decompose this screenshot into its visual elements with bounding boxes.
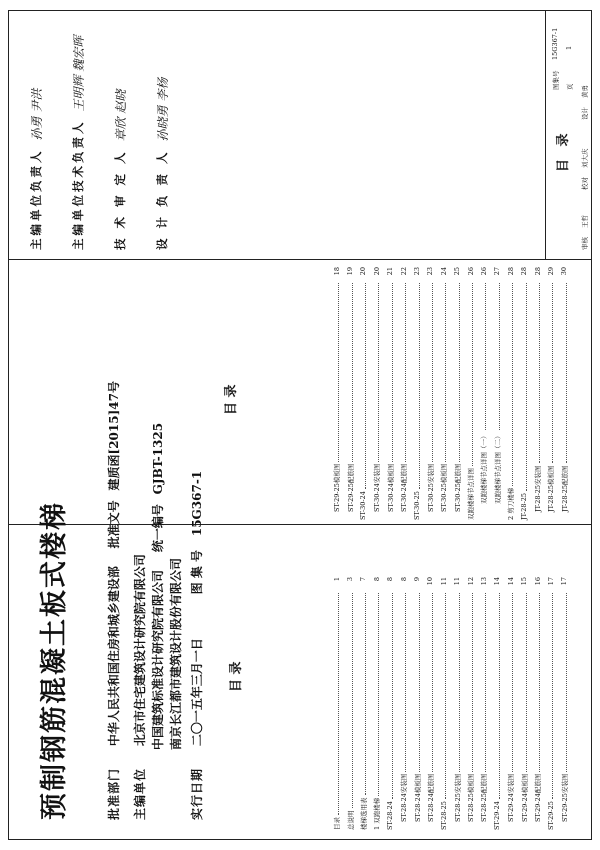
toc-entry-text: ST-30-24安装图	[373, 463, 382, 512]
signature-role: 技 术 审 定 人	[113, 149, 127, 250]
toc-row[interactable]	[504, 577, 517, 830]
toc-row[interactable]	[437, 577, 450, 830]
toc-entry-page: 10	[426, 577, 435, 586]
signature-row	[148, 20, 176, 250]
toc-entry-page: 7	[359, 577, 368, 582]
toc-leader	[428, 283, 433, 462]
toc-entry-page: 12	[466, 577, 475, 586]
approval-dept-label: 批准部门	[107, 767, 121, 820]
toc-entry-page: 26	[466, 267, 475, 276]
toc-entry-page: 27	[493, 267, 502, 276]
toc-entry-page: 29	[546, 267, 555, 276]
toc-leader	[334, 593, 339, 815]
toc-leader	[415, 593, 420, 772]
toc-row[interactable]	[370, 577, 383, 830]
toc-entry-text: ST-30-25模板图	[440, 463, 449, 512]
toc-entry-text: 双跑楼梯节点详图（一）	[480, 432, 489, 504]
toc-entry-page: 28	[533, 267, 542, 276]
toc-row[interactable]	[517, 577, 530, 830]
toc-entry-page: 20	[359, 267, 368, 276]
toc-leader	[495, 283, 500, 431]
atlas-no: 15G367-1	[190, 470, 204, 537]
toc-leader	[535, 593, 540, 772]
signature-role: 主编单位负责人	[29, 148, 43, 250]
toc-row[interactable]	[531, 577, 544, 830]
toc-entry-page: 15	[520, 577, 529, 586]
toc-entry-page: 17	[546, 577, 555, 586]
approval-doc: 建质函[2015]47号	[107, 381, 121, 491]
title-block-title: 目 录	[556, 129, 571, 172]
approval-dept: 中华人民共和国住房和城乡建设部	[107, 566, 121, 747]
toc-entry-page: 24	[439, 267, 448, 276]
toc-entry-page: 3	[346, 577, 355, 582]
toc-entry-text: 1 双跑楼梯	[373, 797, 382, 830]
toc-row[interactable]	[424, 267, 437, 520]
toc-row[interactable]	[464, 267, 477, 520]
toc-leader	[415, 283, 420, 489]
toc-row[interactable]	[357, 267, 370, 520]
toc-entry-text: ST-28-25模板图	[467, 773, 476, 822]
toc-row[interactable]	[343, 577, 356, 830]
unified-no: GJBT-1325	[151, 422, 165, 495]
toc-leader	[428, 593, 433, 772]
signature-row	[106, 20, 134, 250]
title-block-design-name: 黄勇	[581, 85, 589, 98]
toc-row[interactable]	[410, 577, 423, 830]
toc-row[interactable]	[451, 577, 464, 830]
toc-row[interactable]	[477, 267, 490, 520]
toc-row[interactable]	[544, 267, 557, 520]
toc-entry-page: 19	[346, 267, 355, 276]
toc-entry-text: JT-28-25	[520, 492, 529, 520]
toc-entry-text: ST-30-25	[413, 491, 422, 520]
editor-unit-2: 中国建筑标准设计研究院有限公司	[151, 569, 165, 750]
divider-left	[8, 524, 592, 525]
toc-entry-text: ST-30-25安装图	[426, 463, 435, 512]
toc-entry-page: 30	[560, 267, 569, 276]
toc-leader	[508, 283, 513, 486]
toc-heading-2: 目 录	[224, 384, 239, 415]
editor-row	[131, 554, 148, 820]
toc-entry-page: 9	[413, 577, 422, 582]
signature-row	[64, 20, 92, 250]
toc-leader	[334, 283, 339, 462]
toc-row[interactable]	[477, 577, 490, 830]
toc-row[interactable]	[330, 267, 343, 520]
toc-entry-page: 23	[413, 267, 422, 276]
toc-entry-text: ST-29-25模板图	[333, 463, 342, 512]
title-block-atlas-no: 15G367-1	[551, 27, 559, 60]
toc-entry-page: 18	[332, 267, 341, 276]
toc-leader	[401, 283, 406, 462]
editor-row-2	[149, 423, 166, 750]
toc-row[interactable]	[424, 577, 437, 830]
unified-no-label: 统一编号	[151, 504, 165, 553]
toc-entry-page: 28	[520, 267, 529, 276]
signature-row	[22, 20, 50, 250]
toc-column-1	[330, 577, 571, 830]
toc-entry-text: 楼梯选用表	[359, 797, 368, 830]
toc-leader	[481, 593, 486, 772]
toc-entry-text: ST-28-25配筋图	[480, 773, 489, 822]
signature-role: 主编单位技术负责人	[71, 119, 85, 250]
title-block-page-label: 页	[566, 83, 574, 90]
title-block-atlas-label: 图集号	[552, 70, 560, 90]
effective-label: 实行日期	[190, 767, 204, 820]
toc-entry-text: ST-28-24	[386, 801, 395, 830]
approval-dept-row	[105, 381, 122, 820]
toc-leader	[522, 283, 527, 491]
toc-entry-text: 双跑楼梯节点详图	[467, 468, 476, 520]
editor-unit-3: 南京长江都市建筑设计股份有限公司	[169, 557, 183, 750]
toc-entry-page: 11	[453, 577, 462, 586]
toc-row[interactable]	[370, 267, 383, 520]
atlas-no-label: 图 集 号	[190, 549, 204, 595]
title-block-top-line	[545, 10, 546, 260]
toc-row[interactable]	[504, 267, 517, 520]
toc-entry-text: JT-28-25安装图	[534, 465, 543, 512]
editor-row-3	[167, 558, 184, 750]
toc-leader	[548, 283, 553, 463]
divider-right	[8, 259, 592, 260]
toc-row[interactable]	[343, 267, 356, 520]
handwritten-signature: 孙晓勇 李杨	[155, 77, 170, 142]
toc-entry-text: ST-28-24安装图	[400, 773, 409, 822]
toc-leader	[374, 283, 379, 462]
toc-entry-text: ST-28-25	[439, 801, 448, 830]
title-block-design-label: 设计	[581, 107, 589, 120]
toc-row[interactable]	[491, 577, 504, 830]
toc-leader	[522, 593, 527, 772]
toc-leader	[508, 593, 513, 772]
toc-entry-text: JT-28-25配筋图	[560, 465, 569, 512]
toc-entry-page: 26	[479, 267, 488, 276]
toc-leader	[468, 283, 473, 466]
editor-label: 主编单位	[133, 767, 147, 820]
toc-row[interactable]	[330, 577, 343, 830]
toc-leader	[374, 593, 379, 796]
toc-leader	[348, 283, 353, 462]
toc-leader	[495, 593, 500, 799]
editor-unit-1: 北京市住宅建筑设计研究院有限公司	[133, 554, 147, 747]
toc-entry-page: 13	[479, 577, 488, 586]
toc-leader	[348, 593, 353, 809]
toc-entry-text: ST-30-24模板图	[386, 463, 395, 512]
toc-entry-text: 双跑楼梯节点详图（二）	[493, 432, 502, 504]
toc-entry-text: 总说明	[346, 810, 355, 830]
toc-leader	[562, 283, 567, 463]
toc-row[interactable]	[517, 267, 530, 520]
title-block-check-name: 刘大庆	[581, 148, 589, 168]
toc-entry-text: ST-29-25配筋图	[346, 463, 355, 512]
toc-entry-text: ST-29-25安装图	[560, 773, 569, 822]
toc-entry-text: 2 剪刀楼梯	[507, 487, 516, 520]
toc-entry-page: 17	[560, 577, 569, 586]
toc-leader	[401, 593, 406, 772]
toc-entry-text: JT-28-25模板图	[547, 465, 556, 512]
toc-entry-page: 8	[386, 577, 395, 582]
toc-row[interactable]	[397, 267, 410, 520]
toc-entry-page: 21	[386, 267, 395, 276]
toc-leader	[455, 283, 460, 462]
toc-entry-page: 28	[506, 267, 515, 276]
toc-leader	[481, 283, 486, 431]
effective-row	[188, 471, 205, 820]
toc-row[interactable]	[531, 267, 544, 520]
toc-leader	[455, 593, 460, 772]
toc-row[interactable]	[451, 267, 464, 520]
toc-leader	[562, 593, 567, 772]
title-block-review-name: 王哲	[581, 215, 589, 228]
toc-entry-text: ST-30-24	[359, 491, 368, 520]
toc-entry-text: ST-28-24模板图	[413, 773, 422, 822]
toc-leader	[548, 593, 553, 799]
toc-leader	[535, 283, 540, 463]
toc-row[interactable]	[384, 267, 397, 520]
toc-row[interactable]	[410, 267, 423, 520]
toc-row[interactable]	[464, 577, 477, 830]
toc-leader	[441, 283, 446, 462]
toc-entry-page: 14	[506, 577, 515, 586]
toc-entry-page: 22	[399, 267, 408, 276]
toc-leader	[361, 593, 366, 796]
toc-entry-text: ST-29-25	[546, 801, 555, 830]
toc-row[interactable]	[357, 577, 370, 830]
toc-leader	[388, 283, 393, 462]
toc-entry-text: ST-30-25配筋图	[453, 463, 462, 512]
toc-leader	[468, 593, 473, 772]
toc-row[interactable]	[397, 577, 410, 830]
title-block-page: 1	[565, 45, 573, 50]
toc-leader	[441, 593, 446, 799]
toc-entry-page: 14	[493, 577, 502, 586]
toc-entry-text: ST-28-24配筋图	[426, 773, 435, 822]
toc-row[interactable]	[558, 577, 571, 830]
toc-entry-text: ST-29-24模板图	[520, 773, 529, 822]
toc-entry-page: 23	[426, 267, 435, 276]
toc-entry-page: 25	[453, 267, 462, 276]
title-block-review-label: 审核	[581, 237, 589, 250]
toc-entry-page: 16	[533, 577, 542, 586]
toc-entry-text: ST-29-24	[493, 801, 502, 830]
toc-entry-page: 11	[439, 577, 448, 586]
toc-row[interactable]	[384, 577, 397, 830]
handwritten-signature: 王明辉 魏宏晖	[71, 35, 86, 112]
toc-leader	[388, 593, 393, 799]
toc-leader	[361, 283, 366, 489]
approval-doc-label: 批准文号	[107, 500, 121, 549]
signature-role: 设 计 负 责 人	[155, 149, 169, 250]
toc-row[interactable]	[544, 577, 557, 830]
toc-column-2	[330, 267, 571, 520]
handwritten-signature: 孙勇 尹洪	[29, 88, 44, 141]
toc-row[interactable]	[558, 267, 571, 520]
toc-entry-text: ST-30-24配筋图	[400, 463, 409, 512]
toc-entry-page: 20	[372, 267, 381, 276]
toc-entry-text: ST-29-24配筋图	[534, 773, 543, 822]
toc-entry-text: ST-28-25安装图	[453, 773, 462, 822]
toc-entry-text: ST-29-24安装图	[507, 773, 516, 822]
toc-entry-page: 1	[332, 577, 341, 582]
toc-entry-page: 8	[372, 577, 381, 582]
effective-date: 二〇一五年三月一日	[190, 638, 204, 747]
toc-entry-text: 目录	[333, 817, 342, 830]
toc-row[interactable]	[491, 267, 504, 520]
toc-heading: 目 录	[229, 661, 244, 692]
handwritten-signature: 章欣 赵晓	[113, 89, 128, 142]
toc-entry-page: 8	[399, 577, 408, 582]
toc-row[interactable]	[437, 267, 450, 520]
document-title: 预制钢筋混凝土板式楼梯	[39, 501, 70, 820]
title-block-check-label: 校对	[581, 177, 589, 190]
